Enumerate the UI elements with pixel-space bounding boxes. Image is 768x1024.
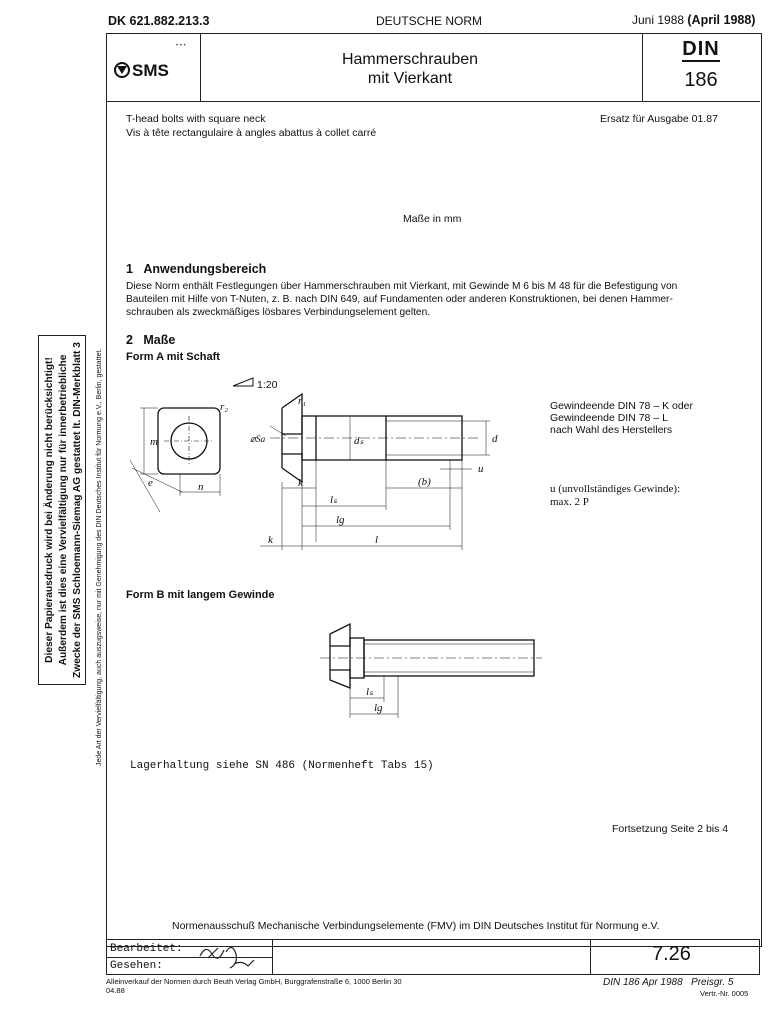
dim-ds: dₛ <box>354 435 364 447</box>
dim-d: d <box>492 433 498 445</box>
storage-note: Lagerhaltung siehe SN 486 (Normenheft Tabs 15) <box>130 760 434 772</box>
thread-note-3: nach Wahl des Herstellers <box>550 424 673 436</box>
edited-by-label: Bearbeitet: <box>110 943 183 955</box>
publisher-note: Alleinverkauf der Normen durch Beuth Verlag GmbH, Burggrafenstraße 6, 1000 Berlin 30 <box>106 977 402 986</box>
english-title: T-head bolts with square neck <box>126 113 266 125</box>
page-code: 7.26 <box>652 943 691 965</box>
notice-line-1: Dieser Papierausdruck wird bei Änderung nicht berücksichtigt! <box>44 357 55 663</box>
french-title: Vis à tête rectangulaire à angles abattus à collet carré <box>126 127 377 139</box>
footer-divider-v <box>272 939 273 975</box>
section-1-line-3: schrauben als zweckmäßiges lösbares Verbindungselement gelten. <box>126 307 431 318</box>
committee-line: Normenausschuß Mechanische Verbindungselemente (FMV) im DIN Deutsches Institut für Normung e.V. <box>172 920 660 932</box>
copyright-sidebar: Jede Art der Vervielfältigung, auch auszugsweise, nur mit Genehmigung des DIN Deutsches Institut für Normung e.V., Berlin, gestattet. <box>96 348 103 766</box>
vertr-number: Vertr.-Nr. 0005 <box>700 989 749 998</box>
sms-logo <box>106 33 200 101</box>
date-text: Juni 1988 <box>632 13 685 27</box>
svg-text:• • •: • • • <box>176 43 186 49</box>
taper-label: 1:20 <box>257 379 278 391</box>
section-1-body <box>126 280 756 319</box>
form-b-dim-ls: lₛ <box>366 686 374 698</box>
thread-note-2: Gewindeende DIN 78 – L <box>550 412 668 424</box>
dim-u: u <box>478 463 484 475</box>
notice-line-2: Außerdem ist dies eine Vervielfältigung nur für innerbetriebliche <box>58 354 69 666</box>
continuation-note: Fortsetzung Seite 2 bis 4 <box>612 823 729 835</box>
standard-type: DEUTSCHE NORM <box>376 14 483 28</box>
dim-r2: r₂ <box>220 401 229 413</box>
form-b-drawing <box>320 618 550 728</box>
document-classification-code: DK 621.882.213.3 <box>108 14 210 28</box>
usage-notice-box <box>38 335 86 685</box>
section-2-heading: 2 Maße <box>126 333 176 347</box>
dim-k-head: k <box>298 477 303 489</box>
document-title <box>200 50 620 88</box>
thread-end-note <box>550 400 693 436</box>
title-line-1: Hammerschrauben <box>341 51 479 68</box>
form-a-label: Form A mit Schaft <box>126 351 220 363</box>
logo-box <box>106 33 201 101</box>
dim-b: (b) <box>418 476 431 488</box>
signature <box>196 940 266 976</box>
form-b-label: Form B mit langem Gewinde <box>126 589 275 601</box>
din-label: DIN <box>682 38 720 60</box>
section-1-heading: 1 Anwendungsbereich <box>126 262 267 276</box>
u-note-1: u (unvollständiges Gewinde): <box>550 483 681 495</box>
notice-line-3: Zwecke der SMS Schloemann-Siemag AG gestattet lt. DIN-Merkblatt 3 <box>72 342 83 678</box>
checked-by-label: Gesehen: <box>110 960 163 972</box>
u-note-2: max. 2 P <box>550 496 589 508</box>
dim-lg: lg <box>336 514 345 526</box>
date-code: 04.88 <box>106 986 125 995</box>
dim-e: e <box>148 477 153 489</box>
title-line-2: mit Vierkant <box>367 70 453 87</box>
dim-ls: lₛ <box>330 494 338 506</box>
dim-sa: ⌀Sa <box>250 435 266 445</box>
dim-n: n <box>198 481 204 493</box>
thread-note-1: Gewindeende DIN 78 – K oder <box>550 400 694 412</box>
din-number: 186 <box>684 69 718 91</box>
date-bold-text: (April 1988) <box>687 13 756 27</box>
dim-r1: r₁ <box>298 395 307 407</box>
publication-date <box>632 13 755 27</box>
units-note: Maße in mm <box>403 213 462 225</box>
dim-m: m <box>150 436 158 448</box>
din-reference: DIN 186 Apr 1988 Preisgr. 5 <box>603 977 734 988</box>
form-a-drawing <box>120 372 520 557</box>
section-1-line-1: Diese Norm enthält Festlegungen über Hammerschrauben mit Vierkant, mit Gewinde M 6 bis M 48 für die Befestigung von <box>126 281 678 292</box>
form-b-dim-lg: lg <box>374 702 383 714</box>
logo-text: SMS <box>132 61 169 80</box>
incomplete-thread-note <box>550 483 680 509</box>
dim-k: k <box>268 534 273 546</box>
replaces-edition: Ersatz für Ausgabe 01.87 <box>600 113 718 125</box>
section-1-line-2: Bauteilen mit Hilfe von T-Nuten, z. B. nach DIN 649, auf Fundamenten oder anderen Konstruktionen, bei denen Hammer- <box>126 294 673 305</box>
dim-l: l <box>375 534 379 546</box>
